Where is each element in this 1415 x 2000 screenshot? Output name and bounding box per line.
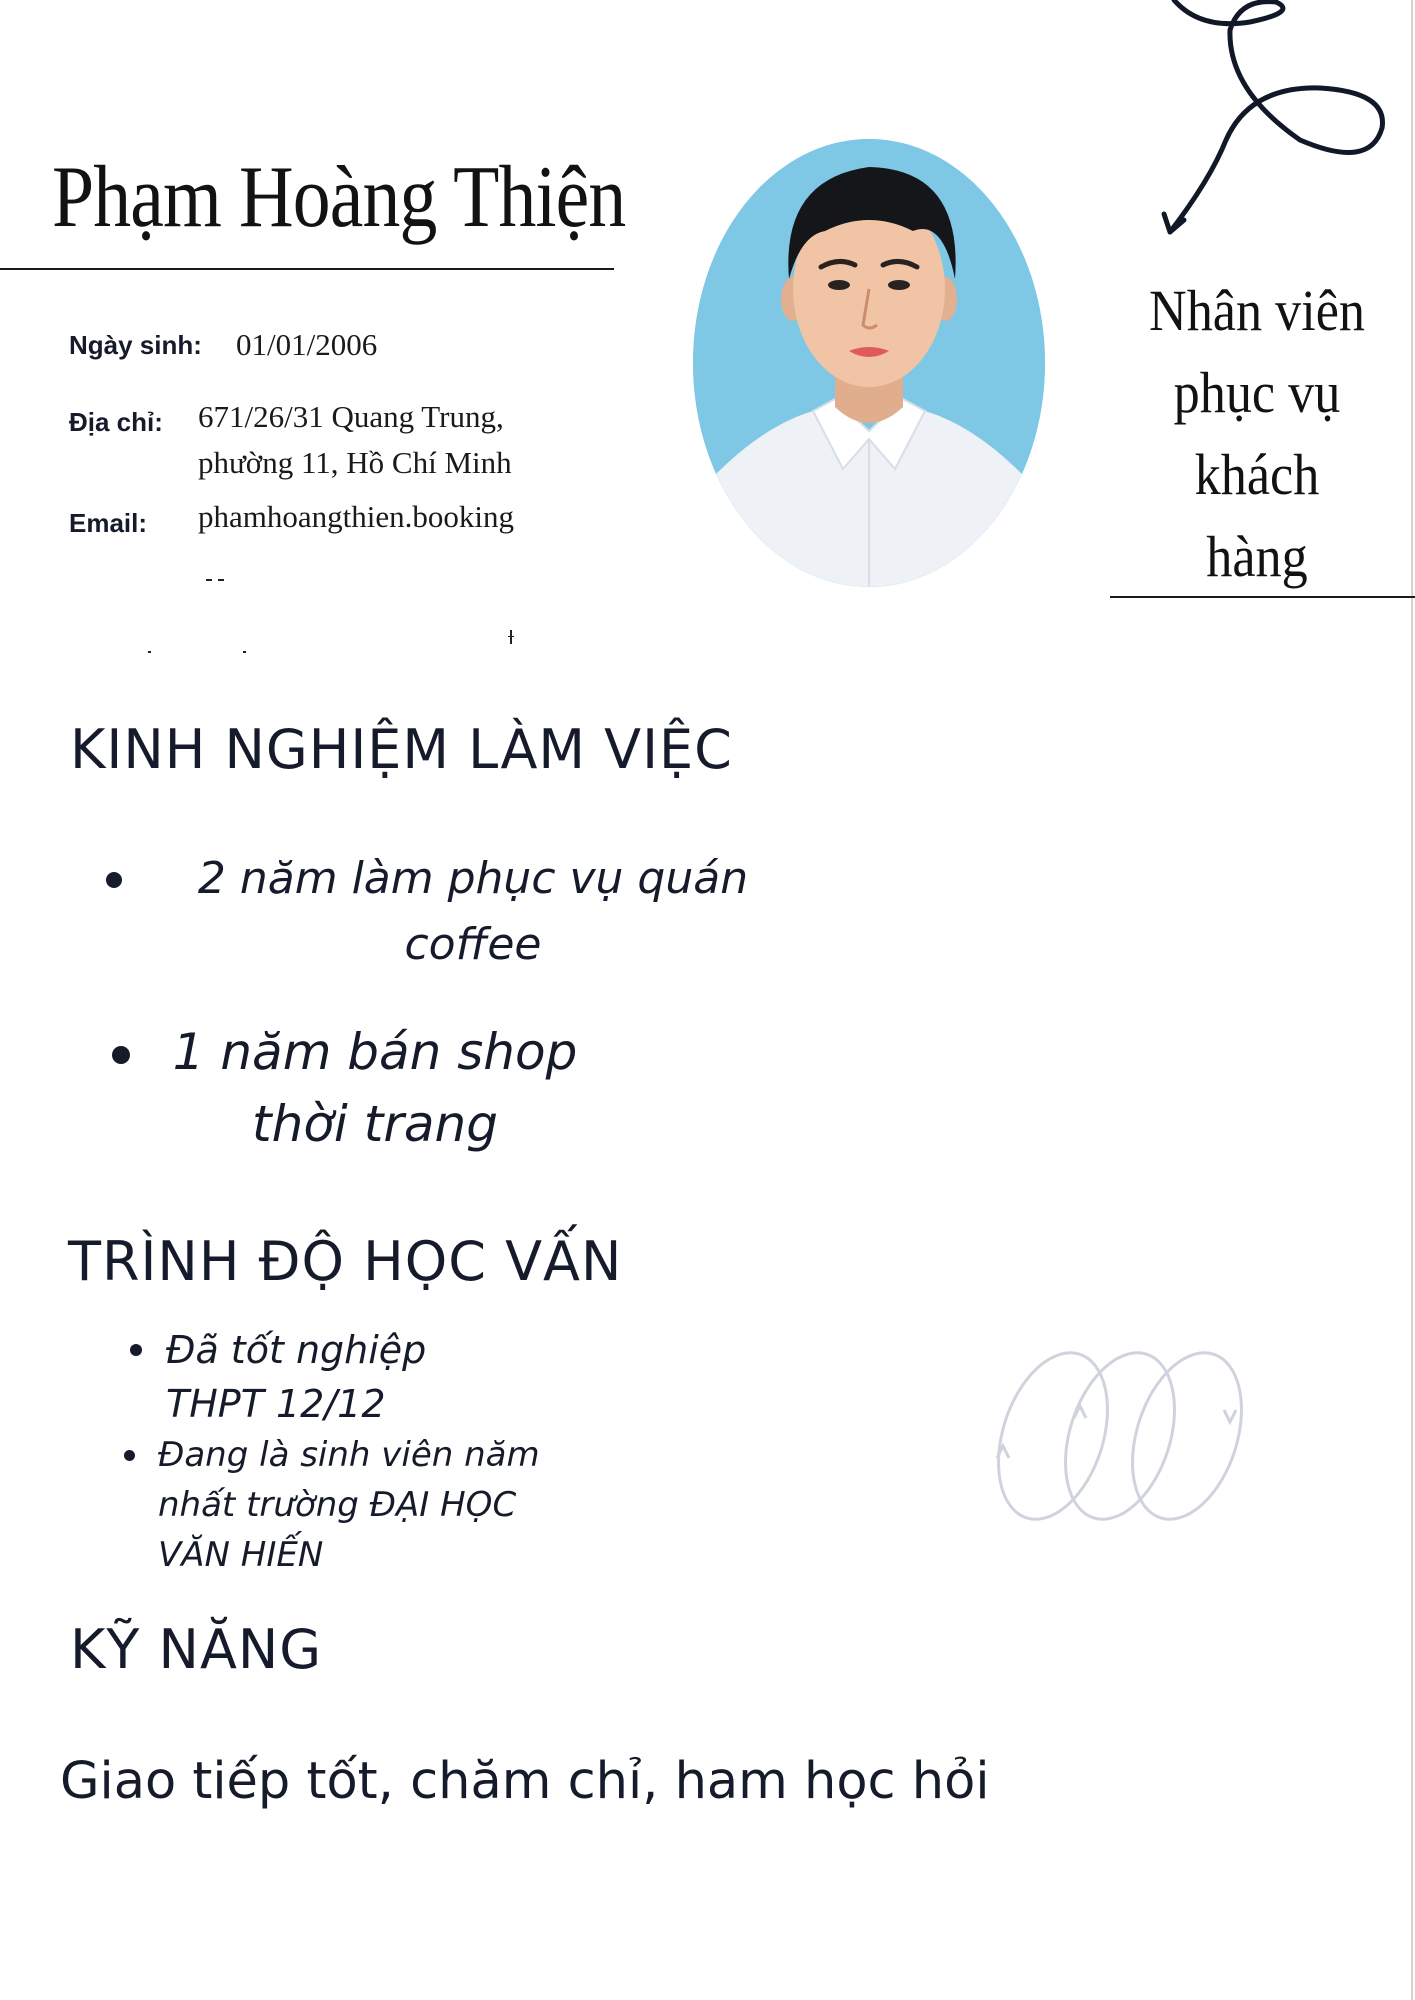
bullet-icon [124,1450,135,1461]
skills-heading: KỸ NĂNG [70,1618,323,1681]
education-item-line: nhất trường ĐẠI HỌC [158,1485,517,1525]
address-label: Địa chỉ: [69,407,163,437]
clipped-text-fragment [206,579,212,581]
education-item-line: Đã tốt nghiệp [166,1328,427,1372]
address-line-2: phường 11, Hồ Chí Minh [198,445,512,480]
email-label: Email: [69,508,148,538]
job-title-line: khách [1194,442,1320,507]
education-item-line: VĂN HIẾN [158,1535,324,1575]
job-title [1125,270,1390,598]
clipped-text-fragment [510,630,512,644]
bullet-icon [130,1344,142,1356]
education-heading: TRÌNH ĐỘ HỌC VẤN [68,1230,623,1293]
profile-photo [693,139,1045,587]
clipped-text-fragment [508,636,514,637]
experience-item-line: coffee [404,919,542,970]
loop-spiral-decoration [985,1340,1255,1530]
education-item-line: Đang là sinh viên năm [158,1435,540,1475]
clipped-text-fragment [243,651,246,653]
candidate-name: Phạm Hoàng Thiện [52,149,626,246]
portrait-illustration [693,139,1045,587]
experience-item [158,846,788,978]
education-item [158,1430,540,1580]
clipped-text-fragment [148,651,151,653]
job-title-line: phục vụ [1173,360,1341,425]
job-title-underline [1110,596,1415,598]
experience-item-line: 2 năm làm phục vụ quán [197,853,749,904]
page-edge-line [1411,0,1413,2000]
clipped-text-fragment [218,579,224,581]
skills-text: Giao tiếp tốt, chăm chỉ, ham học hỏi [60,1752,990,1811]
dob-label: Ngày sinh: [69,330,202,360]
education-item-line: THPT 12/12 [166,1382,386,1426]
experience-item-line: 1 năm bán shop [172,1023,578,1081]
name-underline [0,268,614,270]
bullet-icon [112,1046,130,1064]
job-title-line: hàng [1206,524,1308,589]
job-title-line: Nhân viên [1149,278,1365,343]
address-line-1: 671/26/31 Quang Trung, [198,399,504,434]
bullet-icon [106,872,122,888]
education-item [166,1323,426,1431]
experience-heading: KINH NGHIỆM LÀM VIỆC [70,718,733,781]
email-value: phamhoangthien.booking [198,499,514,534]
experience-item [150,1016,600,1160]
swirl-arrow-decoration [1160,0,1390,240]
experience-item-line: thời trang [252,1095,498,1153]
dob-value: 01/01/2006 [236,327,378,362]
